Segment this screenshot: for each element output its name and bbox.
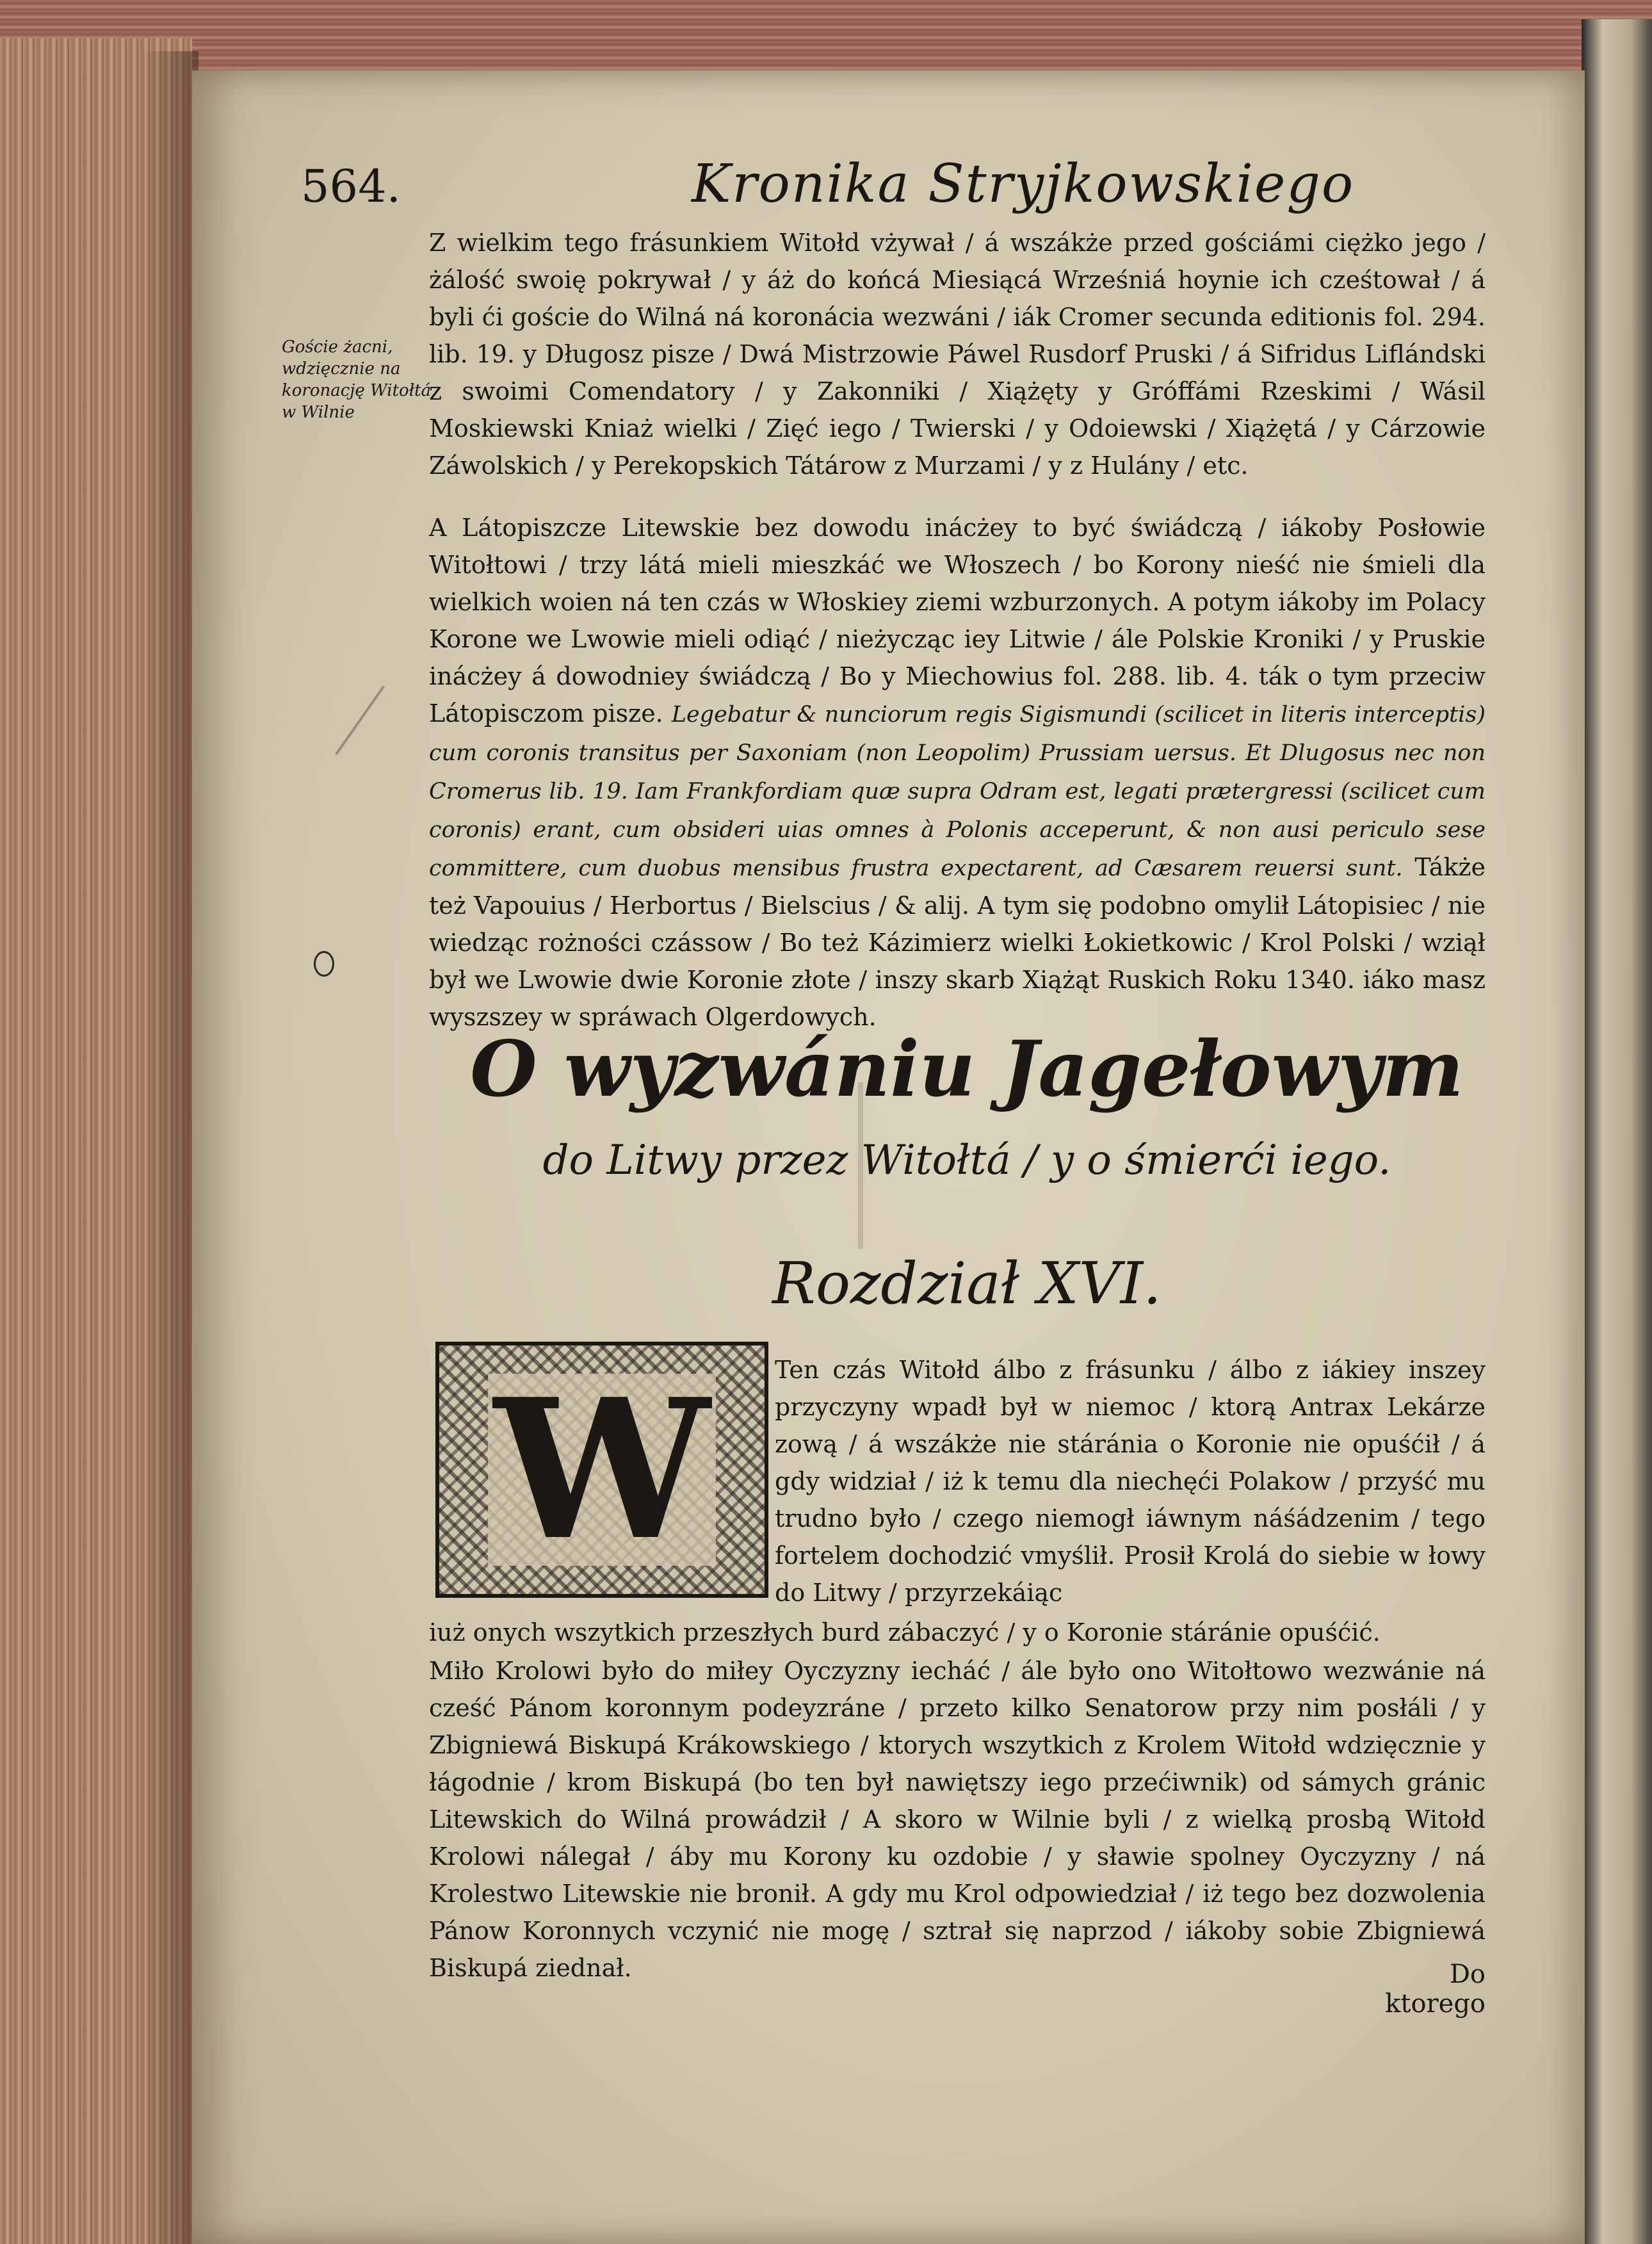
decorated-initial xyxy=(435,1342,768,1598)
chapter-number: Rozdział XVI. xyxy=(772,1250,1162,1317)
paragraph-2-text: A Látopiszcze Litewskie bez dowodu inácżey to być świádczą / iákoby Posłowie Witołtowi / trzy látá mieli mieszkáć we Włoszech / bo Korony nieść nie śmieli dla wielkich woien ná ten czás w Włoskiey ziemi wzburzonych. A potym iákoby im Polacy Korone we Lwowie mieli odiąć / nieżycząc iey Litwie / ále Polskie Kroniki / y Pruskie inácżey á dowodniey świádczą / Bo y Miechowius fol. 288. lib. 4. ták o tym przeciw Látopisczom pisze. xyxy=(429,514,1486,728)
chapter-subtitle: do Litwy przez Witołtá / y o śmierći iego. xyxy=(542,1137,1391,1184)
facing-page-edge xyxy=(1582,19,1652,2244)
paragraph-1 xyxy=(429,224,1486,484)
paragraph-4: Miło Krolowi było do miłey Oyczyzny iecháć / ále było ono Witołtowo wezwánie ná cześć Pánom koronnym podeyzráne / przeto kilko Senatorow przy nim posłáli / y Zbigniewá Biskupá Krákowskiego / ktorych wszytkich z Krolem Witołd wdzięcznie y łágodnie / krom Biskupá (bo ten był nawiętszy iego przećiwnik) od sámych gránic Litewskich do Wilná prowádził / A skoro w Wilnie byli / z wielką prosbą Witołd Krolowi nálegał / áby mu Korony ku ozdobie / y sławie spolney Oyczyzny / ná Krolestwo Litewskie nie bronił. A gdy mu Krol odpowiedział / iż tego bez dozwolenia Pánow Koronnych vczynić nie mogę / sztrał się naprzod / iákoby sobie Zbigniewá Biskupá ziednał. xyxy=(429,1657,1486,1982)
paragraph-3: Ten czás Witołd álbo z frásunku / álbo z iákiey inszey przyczyny wpadł był w niemoc / ktorą Antrax Lekárze zową / á wszákże nie stáránia o Koronie nie opuśćił / á gdy widział / iż k temu dla niechęći Polakow / przyść mu trudno było / czego niemogł iáwnym náśádzenim / tego fortelem dochodzić vmyślił. Prosił Krolá do siebie w łowy do Litwy / przyrzekáiąc xyxy=(775,1356,1486,1607)
decorated-initial-letter: W xyxy=(488,1374,717,1566)
gutter-shadow xyxy=(141,51,198,2244)
latin-quotation: Legebatur & nunciorum regis Sigismundi (scilicet in literis interceptis) cum coronis transitus per Saxoniam (non Leopolim) Prussiam uersus. Et Dlugosus nec non Cromerus lib. 19. Iam Frankfordiam quæ supra Odram est, legati prætergressi (scilicet cum coronis) erant, cum obsideri uias omnes à Polonis acceperunt, & non ausi periculo sese committere, cum duobus mensibus frustra expectarent, ad Cæsarem reuersi sunt. xyxy=(429,702,1486,881)
paragraph-1-text: Z wielkim tego frásunkiem Witołd vżywał / á wszákże przed gościámi ciężko jego / żálość swoię pokrywał / y áż do końcá Miesiącá Wrześniá hoynie ich cześtował / á byli ći goście do Wilná ná koronácia wezwáni / iák Cromer secunda editionis fol. 294. lib. 19. y Długosz pisze / Dwá Mistrzowie Páwel Rusdorf Pruski / á Sifridus Liflándski z swoimi Comendatory / y Zakonniki / Xiążęty y Gróffámi Rzeskimi / Wásil Moskiewski Kniaż wielki / Zięć iego / Twierski / y Odoiewski / Xiążętá / y Cárzowie Záwolskich / y Perekopskich Tátárow z Murzami / y z Hulány / etc. xyxy=(429,229,1486,480)
paragraph-2-tail: Tákże też Vapouius / Herbortus / Bielscius / & alij. A tym się podobno omylił Látopisiec / nie wiedząc rożności czássow / Bo też Kázimierz wielki Łokietkowic / Krol Polski / wziął był we Lwowie dwie Koronie złote / inszy skarb Xiążąt Ruskich Roku 1340. iáko masz wyszszey w spráwach Olgerdowych. xyxy=(429,853,1486,1031)
running-head: Kronika Stryjkowskiego xyxy=(692,154,1355,215)
ink-mark xyxy=(314,951,334,977)
catchword: Do ktorego xyxy=(1385,1960,1486,2019)
book-top-edge xyxy=(0,0,1652,77)
chapter-title: O wyzwániu Jagełowym xyxy=(470,1024,1464,1114)
paragraph-2 xyxy=(429,509,1486,1036)
page-number: 564. xyxy=(301,160,401,213)
paragraph-3-continuation: iuż onych wszytkich przeszłych burd zábaczyć / y o Koronie stáránie opuśćić. xyxy=(429,1618,1381,1646)
marginal-note: Goście żacni, wdzięcznie na koronację Witołtá w Wilnie xyxy=(282,337,432,422)
